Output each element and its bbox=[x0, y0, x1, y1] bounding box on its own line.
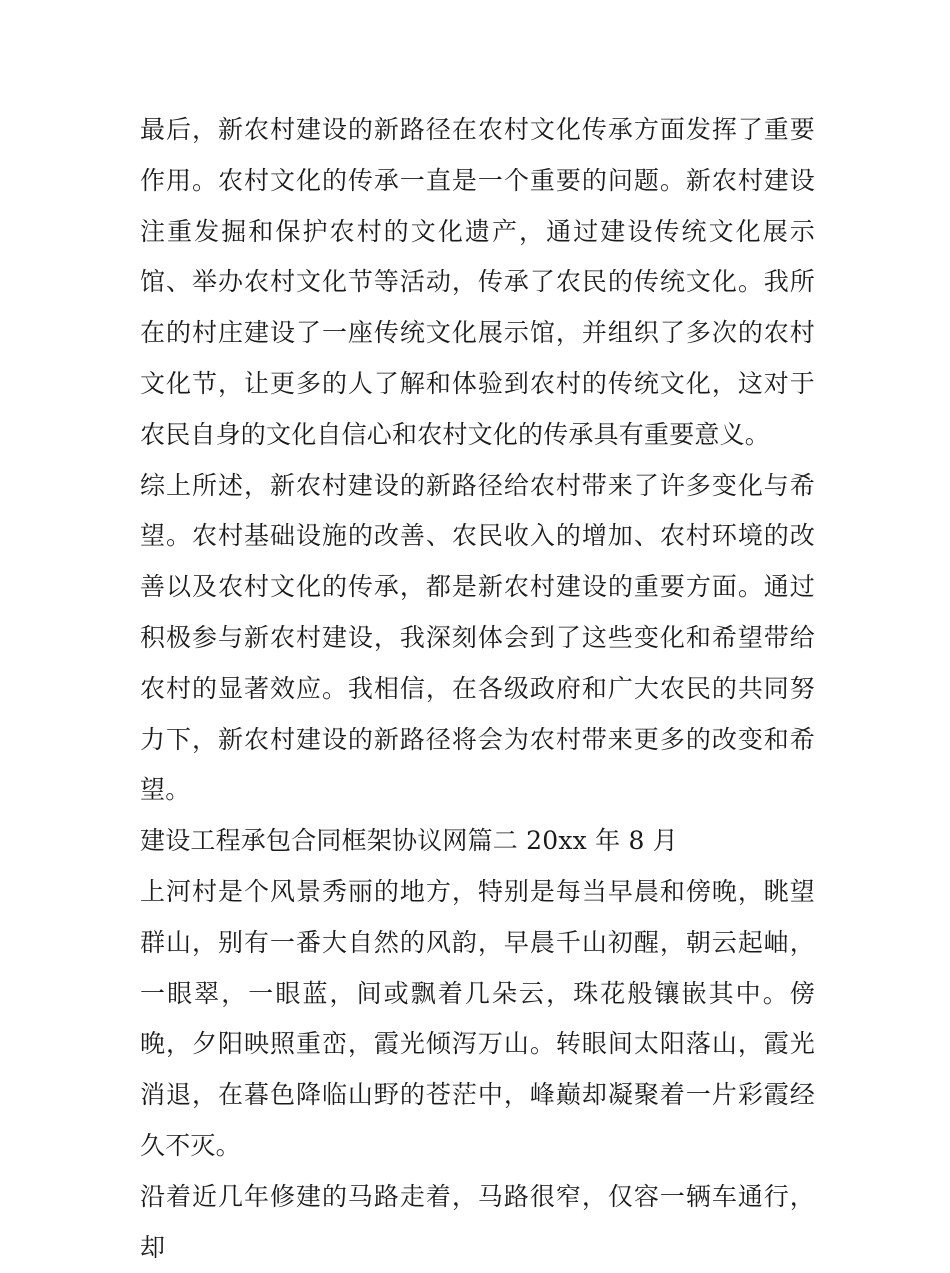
paragraph-culture-heritage: 最后，新农村建设的新路径在农村文化传承方面发挥了重要作用。农村文化的传承一直是一个重要的问题。新农村建设注重发掘和保护农村的文化遗产，通过建设传统文化展示馆、举办农村文化节等活动，传承了农民的传统文化。我所在的村庄建设了一座传统文化展示馆，并组织了多次的农村文化节，让更多的人了解和体验到农村的传统文化，这对于农民自身的文化自信心和农村文化的传承具有重要意义。 bbox=[140, 115, 815, 449]
paragraph-village-scenery: 上河村是个风景秀丽的地方，特别是每当早晨和傍晚，眺望群山，别有一番大自然的风韵，早晨千山初醒，朝云起岫，一眼翠，一眼蓝，间或飘着几朵云，珠花般镶嵌其中。傍晚，夕阳映照重峦，霞光倾泻万山。转眼间太阳落山，霞光消退，在暮色降临山野的苍茫中，峰巅却凝聚着一片彩霞经久不灭。 bbox=[140, 876, 815, 1160]
paragraph-summary: 综上所述，新农村建设的新路径给农村带来了许多变化与希望。农村基础设施的改善、农民收入的增加、农村环境的改善以及农村文化的传承，都是新农村建设的重要方面。通过积极参与新农村建设，我深刻体会到了这些变化和希望带给农村的显著效应。我相信，在各级政府和广大农民的共同努力下，新农村建设的新路径将会为农村带来更多的改变和希望。 bbox=[140, 470, 815, 805]
document-body bbox=[140, 105, 815, 1273]
paragraph-road: 沿着近几年修建的马路走着，马路很窄，仅容一辆车通行，却 bbox=[140, 1181, 815, 1262]
section-heading: 建设工程承包合同框架协议网篇二 20xx 年 8 月 bbox=[140, 826, 678, 856]
